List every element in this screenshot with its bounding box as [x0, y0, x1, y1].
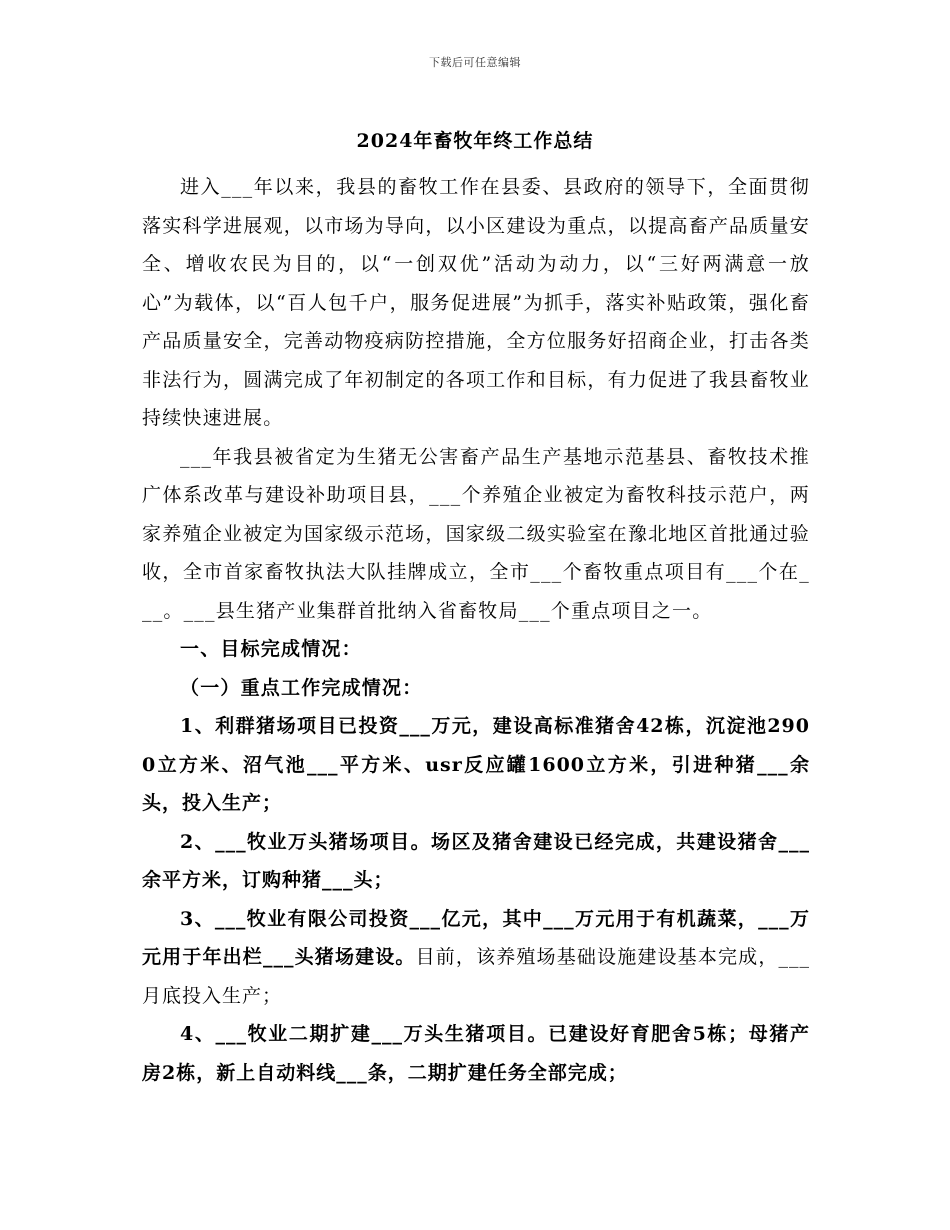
list-item-1: 1、利群猪场项目已投资___万元，建设高标准猪舍42栋，沉淀池2900立方米、沼气池___平方米、usr反应罐1600立方米，引进种猪___余头，投入生产；	[142, 715, 810, 814]
subsection-heading: （一）重点工作完成情况：	[180, 676, 423, 699]
list-item-3-rest: 目前，该养殖场基础设施建设基本完成，___月底投入生产；	[142, 946, 810, 1007]
header-note: 下载后可任意编辑	[429, 56, 521, 69]
list-item-3-bold: 3、___牧业有限公司投资___亿元，其中___万元用于有机蔬菜，___万元用于年出栏___头猪场建设。	[142, 907, 810, 968]
document-title: 2024年畜牧年终工作总结	[356, 130, 594, 152]
section-heading: 一、目标完成情况：	[180, 638, 362, 660]
document-body	[142, 168, 810, 1092]
intro-paragraph: 进入___年以来，我县的畜牧工作在县委、县政府的领导下，全面贯彻落实科学进展观，以市场为导向，以小区建设为重点，以提高畜产品质量安全、增收农民为目的，以“一创双优”活动为动力，以“三好两满意一放心”为载体，以“百人包千户，服务促进展”为抓手，落实补贴政策，强化畜产品质量安全，完善动物疫病防控措施，全方位服务好招商企业，打击各类非法行为，圆满完成了年初制定的各项工作和目标，有力促进了我县畜牧业持续快速进展。	[142, 176, 810, 429]
achievements-paragraph: ___年我县被省定为生猪无公害畜产品生产基地示范基县、畜牧技术推广体系改革与建设补助项目县，___个养殖企业被定为畜牧科技示范户，两家养殖企业被定为国家级示范场，国家级二级实验室在豫北地区首批通过验收，全市首家畜牧执法大队挂牌成立，全市___个畜牧重点项目有___个在___。___县生猪产业集群首批纳入省畜牧局___个重点项目之一。	[142, 445, 810, 622]
list-item-4: 4、___牧业二期扩建___万头生猪项目。已建设好育肥舍5栋；母猪产房2栋，新上自动料线___条，二期扩建任务全部完成；	[142, 1023, 810, 1084]
list-item-2: 2、___牧业万头猪场项目。场区及猪舍建设已经完成，共建设猪舍___余平方米，订购种猪___头；	[142, 830, 810, 891]
list-item-3	[142, 900, 810, 1016]
